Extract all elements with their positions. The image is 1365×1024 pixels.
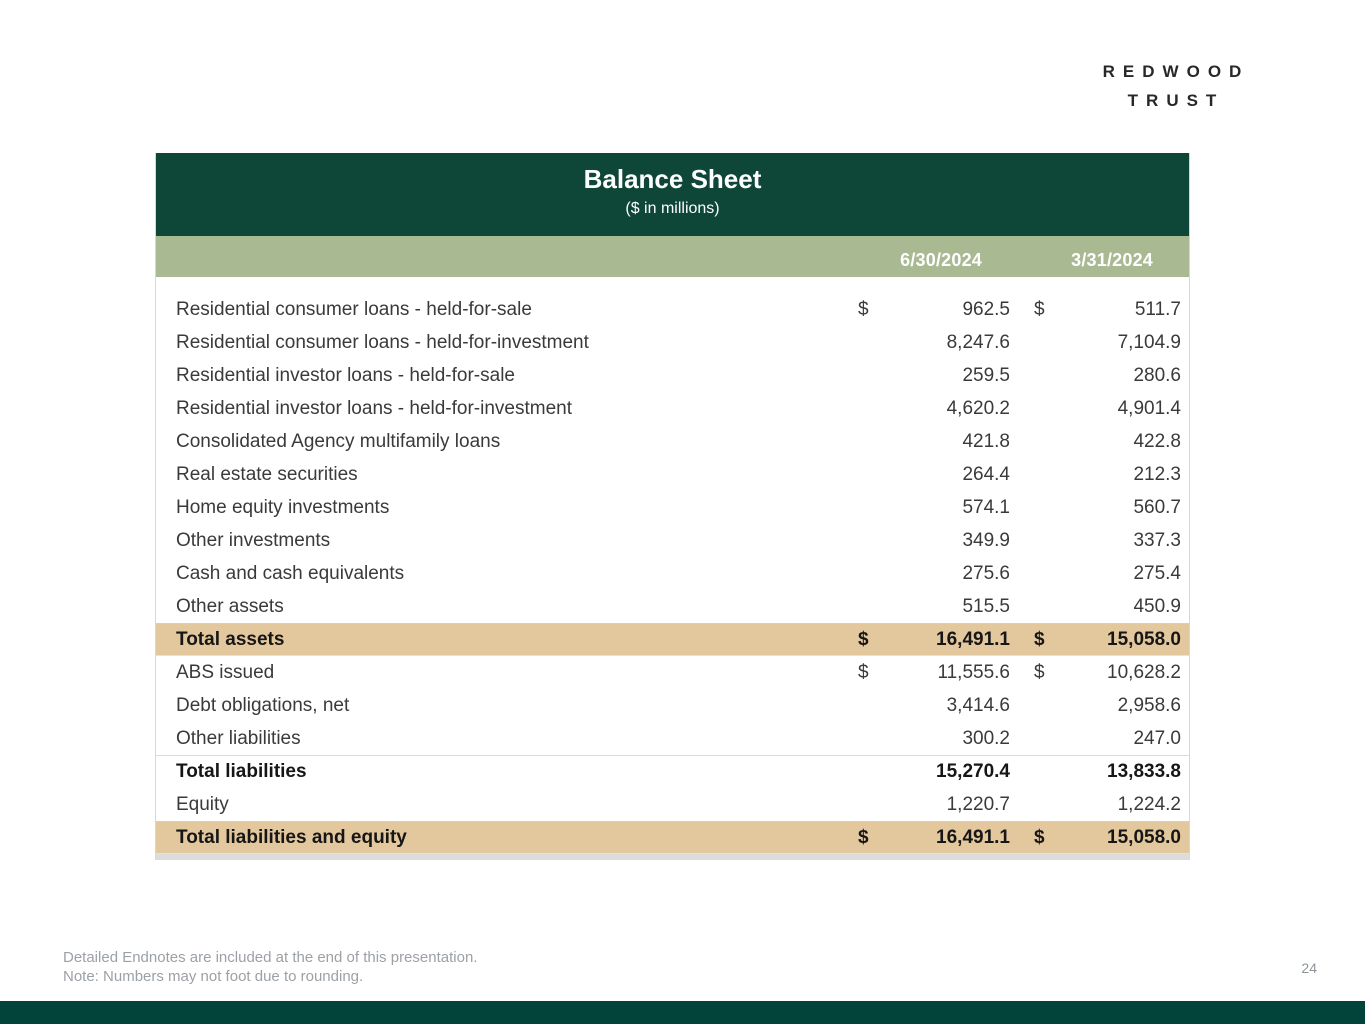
- table-row: [156, 656, 1189, 689]
- row-value-2: 560.7: [1133, 496, 1181, 518]
- table-row: [156, 821, 1189, 854]
- table-row: [156, 590, 1189, 623]
- table-row: [156, 689, 1189, 722]
- logo-line-1: REDWOOD: [1102, 62, 1250, 81]
- column-header-date-1: 6/30/2024: [900, 250, 982, 270]
- row-value-1: 515.5: [962, 595, 1010, 617]
- row-dollar-2: $: [1034, 298, 1045, 320]
- row-value-2: 13,833.8: [1107, 761, 1181, 782]
- row-dollar-1: $: [858, 826, 869, 848]
- row-label: Total assets: [176, 628, 285, 650]
- redwood-trust-logo: [1031, 62, 1321, 111]
- table-header: [156, 153, 1189, 236]
- row-label: Residential investor loans - held-for-investment: [176, 397, 573, 419]
- column-header-row: [156, 236, 1189, 277]
- row-label: ABS issued: [176, 661, 275, 683]
- table-row: [156, 392, 1189, 425]
- row-value-1: 3,414.6: [946, 694, 1010, 716]
- row-value-2: 15,058.0: [1107, 826, 1181, 848]
- row-label: Residential consumer loans - held-for-sale: [176, 298, 532, 320]
- row-value-1: 11,555.6: [937, 661, 1010, 683]
- table-body: [156, 277, 1189, 854]
- row-dollar-1: $: [858, 661, 869, 683]
- row-label: Equity: [176, 793, 229, 815]
- row-value-1: 4,620.2: [946, 397, 1010, 419]
- row-value-1: 349.9: [962, 529, 1010, 551]
- row-value-1: 8,247.6: [946, 331, 1010, 353]
- row-value-2: 1,224.2: [1117, 793, 1181, 815]
- footnotes: [63, 948, 477, 986]
- table-row: [156, 557, 1189, 590]
- row-value-1: 421.8: [962, 430, 1010, 452]
- table-row: [156, 491, 1189, 524]
- row-dollar-1: $: [858, 298, 869, 320]
- row-label: Cash and cash equivalents: [176, 562, 405, 584]
- table-row: [156, 359, 1189, 392]
- row-value-2: 15,058.0: [1107, 628, 1181, 650]
- row-value-2: 2,958.6: [1117, 694, 1181, 716]
- row-label: Residential consumer loans - held-for-investment: [176, 331, 589, 353]
- balance-sheet-table: [155, 153, 1190, 860]
- row-value-1: 259.5: [962, 364, 1010, 386]
- row-label: Real estate securities: [176, 463, 358, 485]
- row-label: Total liabilities and equity: [176, 826, 407, 848]
- row-value-2: 422.8: [1133, 430, 1181, 452]
- table-row: [156, 755, 1189, 788]
- row-value-2: 10,628.2: [1107, 661, 1181, 683]
- row-value-1: 15,270.4: [936, 761, 1010, 782]
- table-row: [156, 788, 1189, 821]
- row-value-1: 264.4: [962, 463, 1010, 485]
- row-value-2: 212.3: [1133, 463, 1181, 485]
- row-value-2: 7,104.9: [1117, 331, 1181, 353]
- table-title: Balance Sheet: [583, 164, 762, 194]
- row-label: Residential investor loans - held-for-sale: [176, 364, 515, 386]
- column-header-date-2: 3/31/2024: [1071, 250, 1153, 270]
- row-label: Home equity investments: [176, 496, 390, 518]
- table-row: [156, 425, 1189, 458]
- table-row: [156, 524, 1189, 557]
- row-label: Other investments: [176, 529, 331, 551]
- page-number: 24: [1301, 960, 1317, 976]
- table-subtitle: ($ in millions): [625, 200, 720, 217]
- row-value-2: 275.4: [1133, 562, 1181, 584]
- row-label: Other assets: [176, 595, 284, 617]
- row-dollar-2: $: [1034, 661, 1045, 683]
- bottom-accent-bar: [0, 1001, 1365, 1024]
- row-label: Debt obligations, net: [176, 694, 350, 716]
- footnote-endnotes: Detailed Endnotes are included at the end of this presentation.: [63, 949, 478, 966]
- row-dollar-2: $: [1034, 826, 1045, 848]
- row-value-1: 275.6: [962, 562, 1010, 584]
- row-dollar-2: $: [1034, 628, 1045, 650]
- table-row: [156, 458, 1189, 491]
- logo-line-2: TRUST: [1127, 91, 1225, 110]
- row-value-2: 247.0: [1133, 727, 1181, 749]
- row-value-1: 300.2: [962, 727, 1010, 749]
- row-value-2: 337.3: [1133, 529, 1181, 551]
- row-value-1: 16,491.1: [936, 826, 1010, 848]
- row-label: Total liabilities: [176, 761, 307, 782]
- row-label: Other liabilities: [176, 727, 301, 749]
- table-row: [156, 293, 1189, 326]
- table-row: [156, 326, 1189, 359]
- row-value-1: 1,220.7: [946, 793, 1010, 815]
- row-value-1: 574.1: [962, 496, 1010, 518]
- row-dollar-1: $: [858, 628, 869, 650]
- row-value-1: 16,491.1: [936, 628, 1010, 650]
- table-row: [156, 722, 1189, 755]
- row-value-2: 450.9: [1133, 595, 1181, 617]
- row-value-1: 962.5: [962, 298, 1010, 320]
- row-value-2: 511.7: [1134, 298, 1181, 320]
- footnote-rounding: Note: Numbers may not foot due to rounding.: [63, 968, 364, 985]
- table-row: [156, 623, 1189, 656]
- row-value-2: 280.6: [1133, 364, 1181, 386]
- row-label: Consolidated Agency multifamily loans: [176, 430, 501, 452]
- row-value-2: 4,901.4: [1117, 397, 1181, 419]
